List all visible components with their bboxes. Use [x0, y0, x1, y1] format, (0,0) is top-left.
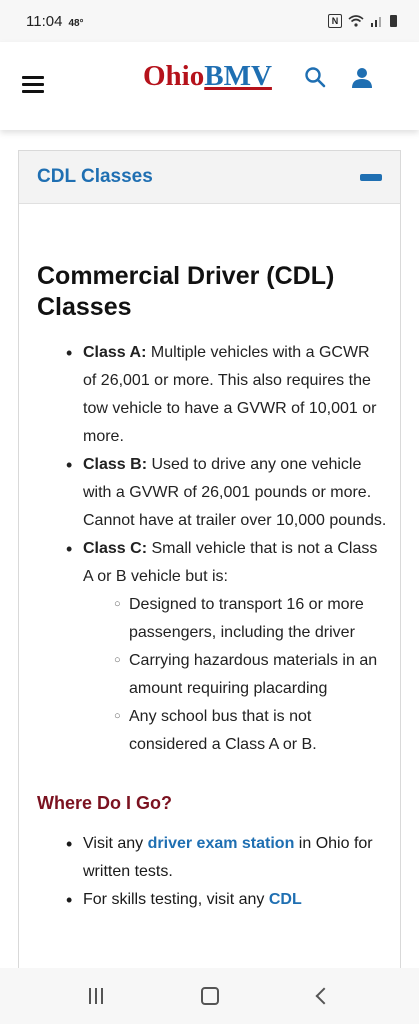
- class-a-item: [83, 339, 387, 451]
- class-c-sublist: [83, 591, 387, 759]
- where-list: [37, 830, 387, 914]
- home-icon[interactable]: [201, 987, 219, 1005]
- class-a-label: Class A:: [83, 344, 147, 361]
- logo-ohio-text: Ohio: [143, 60, 205, 92]
- cdl-classes-accordion: [18, 150, 401, 980]
- status-left: [26, 13, 84, 30]
- class-b-item: [83, 451, 387, 535]
- where-heading: Where Do I Go?: [37, 793, 172, 813]
- class-c-label: Class C:: [83, 540, 148, 557]
- class-c-subitem: ○ Designed to transport 16 or more passengers, including the driver: [129, 591, 387, 647]
- site-header: [0, 42, 419, 130]
- status-temperature: 48°: [68, 17, 84, 29]
- class-a-text: Multiple vehicles with a GCWR of 26,001 or more. This also requires the tow vehicle to have a GVWR of 10,001 or more.: [83, 344, 377, 445]
- status-icons: [328, 14, 397, 28]
- page-heading: Commercial Driver (CDL) Classes: [37, 262, 335, 321]
- where-item-text: Visit any: [83, 835, 148, 852]
- signal-icon: [370, 15, 384, 27]
- where-item-text: in Ohio for written tests.: [83, 835, 373, 880]
- android-nav-bar: [0, 968, 419, 1024]
- recent-apps-icon[interactable]: [89, 988, 103, 1004]
- back-icon[interactable]: [315, 988, 332, 1005]
- accordion-header[interactable]: [19, 151, 400, 204]
- accordion-title: CDL Classes: [37, 166, 153, 187]
- cdl-link[interactable]: CDL: [268, 891, 302, 908]
- class-b-label: Class B:: [83, 456, 148, 473]
- status-bar: [0, 0, 419, 42]
- cdl-class-list: [37, 339, 387, 759]
- ohio-bmv-logo[interactable]: [143, 60, 272, 93]
- class-c-text: Small vehicle that is not a Class A or B vehicle but is:: [83, 540, 378, 585]
- where-item: [83, 886, 387, 914]
- accordion-content: [37, 261, 387, 914]
- battery-icon: [390, 15, 397, 27]
- status-time: 11:04: [26, 12, 63, 30]
- user-icon[interactable]: [350, 66, 374, 90]
- where-item: [83, 830, 387, 886]
- class-b-text: Used to drive any one vehicle with a GVWR of 26,001 pounds or more. Cannot have at trailer over 10,000 pounds.: [83, 456, 387, 529]
- where-item-text: For skills testing, visit any: [83, 891, 269, 908]
- search-icon[interactable]: [304, 66, 326, 88]
- logo-bmv-text: BMV: [204, 60, 272, 92]
- class-c-item: [83, 535, 387, 759]
- driver-exam-station-link[interactable]: driver exam station: [147, 835, 295, 852]
- nfc-icon: N: [328, 14, 342, 28]
- wifi-icon: [348, 15, 364, 27]
- class-c-subitem: ○ Carrying hazardous materials in an amount requiring placarding: [129, 647, 387, 703]
- menu-icon[interactable]: [22, 76, 44, 92]
- collapse-icon[interactable]: [360, 174, 382, 181]
- class-c-subitem: ○ Any school bus that is not considered a Class A or B.: [129, 703, 387, 759]
